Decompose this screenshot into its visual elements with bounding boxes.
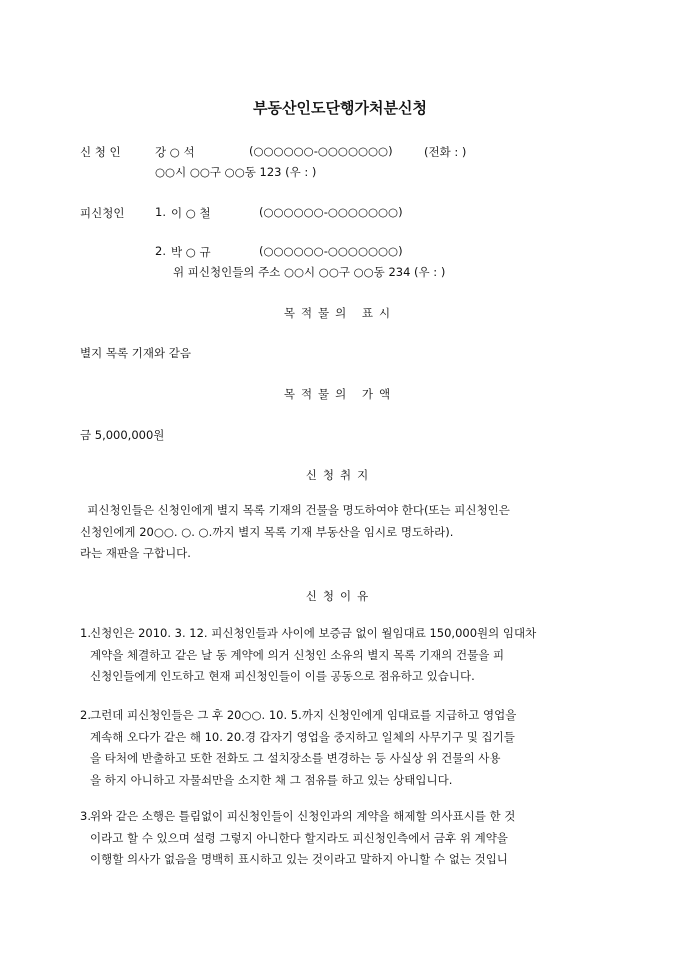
purpose-paragraph <box>80 500 600 565</box>
respondent-2-name: 박 ○ 규 <box>171 245 211 259</box>
reason-line: 신청인은 2010. 3. 12. 피신청인들과 사이에 보증금 없이 월임대료 150,000원의 임대차 <box>90 626 537 640</box>
reason-number: 3. <box>80 809 91 823</box>
reason-line: 계속해 오다가 같은 해 10. 20.경 갑자기 영업을 중지하고 일체의 사무기구 및 집기들 <box>90 729 515 744</box>
reason-line: 이행할 의사가 없음을 명백히 표시하고 있는 것이라고 말하지 아니할 수 없는 것입니 <box>90 852 508 866</box>
respondent-2-id-number: (○○○○○○-○○○○○○○) <box>259 244 403 258</box>
reasons-heading: 신청이유 <box>305 589 375 603</box>
purpose-line: 신청인에게 20○○. ○. ○.까지 별지 목록 기재 부동산을 임시로 명도하라). <box>80 524 454 539</box>
reason-line: 이라고 할 수 있으며 설령 그렇지 아니한다 할지라도 피신청인측에서 금후 위 계약을 <box>90 830 508 845</box>
applicant-address: ○○시 ○○구 ○○동 123 (우 : ) <box>155 165 317 179</box>
purpose-line: 피신청인들은 신청인에게 별지 목록 기재의 건물을 명도하여야 한다(또는 피신청인은 <box>80 503 510 517</box>
reason-line: 그런데 피신청인들은 그 후 20○○. 10. 5.까지 신청인에게 임대료를 지급하고 영업을 <box>90 708 517 722</box>
reason-line: 위와 같은 소행은 틀림없이 피신청인들이 신청인과의 계약을 해제할 의사표시를 한 것 <box>90 809 516 823</box>
reason-line: 을 하지 아니하고 자물쇠만을 소지한 채 그 점유를 하고 있는 상태입니다. <box>90 772 453 787</box>
object-display-heading: 목적물의 표시 <box>283 306 397 320</box>
purpose-line: 라는 재판을 구합니다. <box>80 546 191 560</box>
document-title: 부동산인도단행가처분신청 <box>253 99 427 117</box>
object-value-text: 금 5,000,000원 <box>80 428 165 442</box>
reason-item-3 <box>80 806 600 871</box>
respondent-1-number: 1. <box>155 205 166 219</box>
reason-item-2 <box>80 705 600 791</box>
respondent-1-id-number: (○○○○○○-○○○○○○○) <box>259 205 403 219</box>
respondent-2-number: 2. <box>155 244 166 258</box>
purpose-heading: 신청취지 <box>305 468 375 482</box>
applicant-id-number: (○○○○○○-○○○○○○○) <box>249 144 393 158</box>
respondent-1-name: 이 ○ 철 <box>171 206 211 220</box>
applicant-name: 강 ○ 석 <box>155 145 195 159</box>
reason-item-1 <box>80 623 600 688</box>
object-value-heading: 목적물의 가액 <box>283 387 397 401</box>
reason-number: 2. <box>80 708 91 722</box>
respondents-address: 위 피신청인들의 주소 ○○시 ○○구 ○○동 234 (우 : ) <box>173 265 446 279</box>
applicant-label: 신 청 인 <box>80 145 121 159</box>
reason-line: 신청인들에게 인도하고 현재 피신청인들이 이를 공동으로 점유하고 있습니다. <box>90 669 475 683</box>
object-display-text: 별지 목록 기재와 같음 <box>80 346 191 360</box>
reason-number: 1. <box>80 626 91 640</box>
respondents-label: 피신청인 <box>80 206 125 220</box>
reason-line: 계약을 체결하고 같은 날 동 계약에 의거 신청인 소유의 별지 목록 기재의 건물을 피 <box>90 647 505 662</box>
applicant-phone: (전화 : ) <box>424 145 467 159</box>
reason-line: 을 타처에 반출하고 또한 전화도 그 설치장소를 변경하는 등 사실상 위 건물의 사용 <box>90 751 501 765</box>
